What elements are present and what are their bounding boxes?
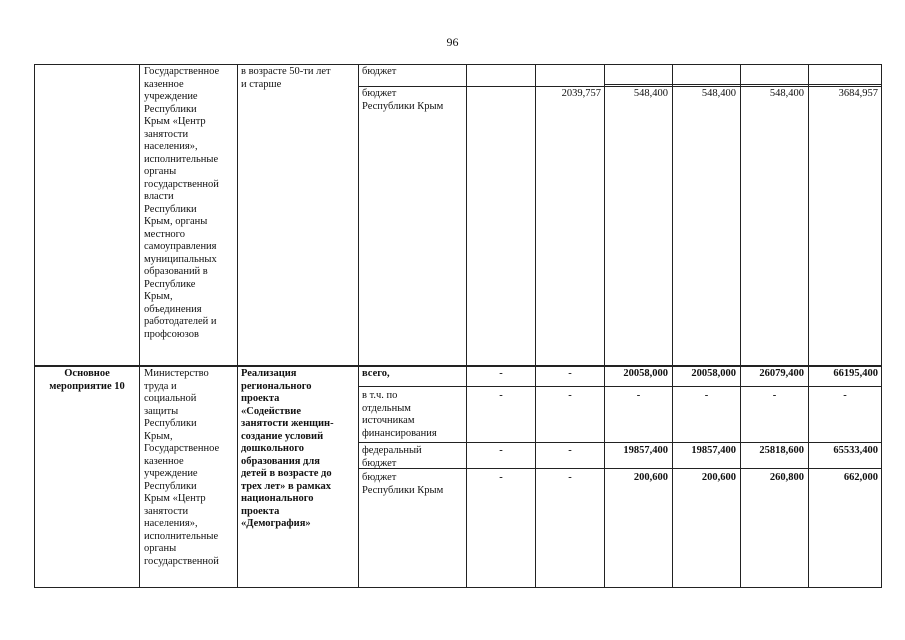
total-value: 20058,000	[691, 368, 736, 379]
top-row-executors: Государственное казенное учреждение Республики Крым «Центр занятости населения», исполнительные органы государственной власти Республики Крым, органы местного самоуправления муниципальных образований в Республике Крым, объединения работодателей и профсоюзов	[144, 66, 220, 340]
top-row-source-1: бюджет	[362, 66, 397, 77]
source-total: всего,	[362, 368, 390, 379]
federal-value: 19857,400	[623, 445, 668, 456]
crimea-value: 662,000	[843, 472, 878, 483]
breakdown-value: -	[772, 390, 777, 401]
crimea-value: 260,800	[769, 472, 804, 483]
source-federal-budget: федеральный бюджет	[362, 445, 422, 469]
crimea-value: -	[499, 472, 503, 483]
breakdown-value: -	[843, 390, 847, 401]
federal-value: 25818,600	[759, 445, 804, 456]
breakdown-value: -	[568, 390, 572, 401]
crimea-value: -	[568, 472, 572, 483]
breakdown-value: -	[499, 390, 503, 401]
federal-value: -	[499, 445, 503, 456]
total-value: 26079,400	[759, 368, 804, 379]
total-value: 66195,400	[833, 368, 878, 379]
top-row-value: 548,400	[633, 88, 668, 99]
crimea-value: 200,600	[633, 472, 668, 483]
total-value: 20058,000	[623, 368, 668, 379]
top-row-value: 3684,957	[838, 88, 878, 99]
source-breakdown: в т.ч. по отдельным источникам финансирования	[362, 390, 437, 439]
breakdown-value: -	[704, 390, 709, 401]
crimea-value: 200,600	[701, 472, 736, 483]
total-value: -	[568, 368, 572, 379]
top-row-value: 548,400	[701, 88, 736, 99]
main-event-executors: Министерство труда и социальной защиты Республики Крым, Государственное казенное учреждение Республики Крым «Центр занятости населения», исполнительные органы государственной	[144, 368, 220, 567]
federal-value: 65533,400	[833, 445, 878, 456]
federal-value: 19857,400	[691, 445, 736, 456]
page-number: 96	[446, 35, 459, 49]
top-row-name: в возрасте 50-ти лет и старше	[241, 66, 331, 90]
top-row-value: 548,400	[769, 88, 804, 99]
main-event-name: Реализация регионального проекта «Содействие занятости женщин- создание условий дошкольного образования для детей в возрасте до трех лет» в рамках национального проекта «Демография»	[241, 368, 334, 529]
top-row-source-2: бюджет Республики Крым	[362, 88, 444, 112]
federal-value: -	[568, 445, 572, 456]
top-row-value: 2039,757	[561, 88, 601, 99]
main-event-label: Основное мероприятие 10	[49, 368, 125, 392]
source-crimea-budget: бюджет Республики Крым	[362, 472, 444, 496]
breakdown-value: -	[636, 390, 641, 401]
total-value: -	[499, 368, 503, 379]
